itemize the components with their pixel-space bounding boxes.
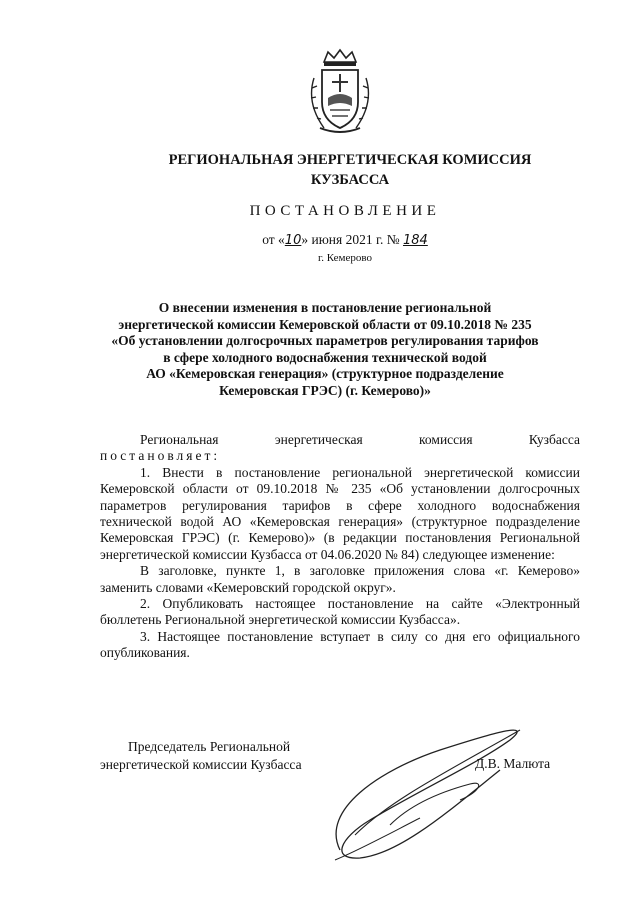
date-prefix: от «	[262, 232, 285, 247]
paragraph-1: 1. Внести в постановление региональной энергетической комиссии Кемеровской области от 09.10.2018 № 235 «Об установлении долгосрочных параметров регулирования тарифов в сфере холодного водоснабжения технической водой АО «Кемеровская генерация» (структурное подразделение Кемеровская ГРЭС) (г. Кемерово)» (в редакции постановления Региональной энергетической комиссии Кузбасса от 04.06.2020 № 84) следующее изменение:	[100, 464, 580, 562]
date-line	[0, 232, 640, 248]
date-middle: » июня 2021 г. №	[301, 232, 403, 247]
signatory-title-line-2: энергетической комиссии Кузбасса	[100, 757, 302, 772]
title-line: в сфере холодного водоснабжения технической водой	[163, 349, 487, 365]
title-line: АО «Кемеровская генерация» (структурное подразделение	[146, 366, 504, 381]
title-line: энергетической комиссии Кемеровской области от 09.10.2018 № 235	[118, 316, 532, 332]
paragraph-1-detail: В заголовке, пункте 1, в заголовке приложения слова «г. Кемерово» заменить словами «Кемеровский городской округ».	[100, 563, 580, 595]
org-line-2: КУЗБАССА	[310, 172, 390, 188]
decrees-word: постановляет:	[100, 448, 221, 464]
title-line: О внесении изменения в постановление региональной	[158, 300, 492, 315]
handwritten-signature	[300, 700, 540, 880]
date-day: 10	[284, 233, 302, 248]
intro-paragraph: Региональная энергетическая комиссия Кузбасса	[140, 432, 580, 447]
title-line: «Об установлении долгосрочных параметров регулирования тарифов	[111, 333, 539, 348]
document-title	[80, 300, 570, 399]
document-body	[100, 432, 580, 662]
title-line: Кемеровская ГРЭС) (г. Кемерово)»	[219, 382, 431, 398]
organization-name	[0, 150, 640, 190]
city: г. Кемерово	[317, 252, 373, 264]
signatory-name: Д.В. Малюта	[475, 756, 551, 771]
document-number: 184	[402, 233, 428, 248]
org-line-1: РЕГИОНАЛЬНАЯ ЭНЕРГЕТИЧЕСКАЯ КОМИССИЯ	[168, 152, 532, 168]
signatory-title	[100, 738, 360, 774]
paragraph-3: 3. Настоящее постановление вступает в силу со дня его официального опубликования.	[100, 628, 580, 661]
document-type: ПОСТАНОВЛЕНИЕ	[249, 203, 441, 219]
signatory-title-line-1: Председатель Региональной	[128, 739, 291, 754]
paragraph-2: 2. Опубликовать настоящее постановление на сайте «Электронный бюллетень Региональной энергетической комиссии Кузбасса».	[100, 596, 580, 628]
coat-of-arms-icon	[300, 48, 380, 138]
